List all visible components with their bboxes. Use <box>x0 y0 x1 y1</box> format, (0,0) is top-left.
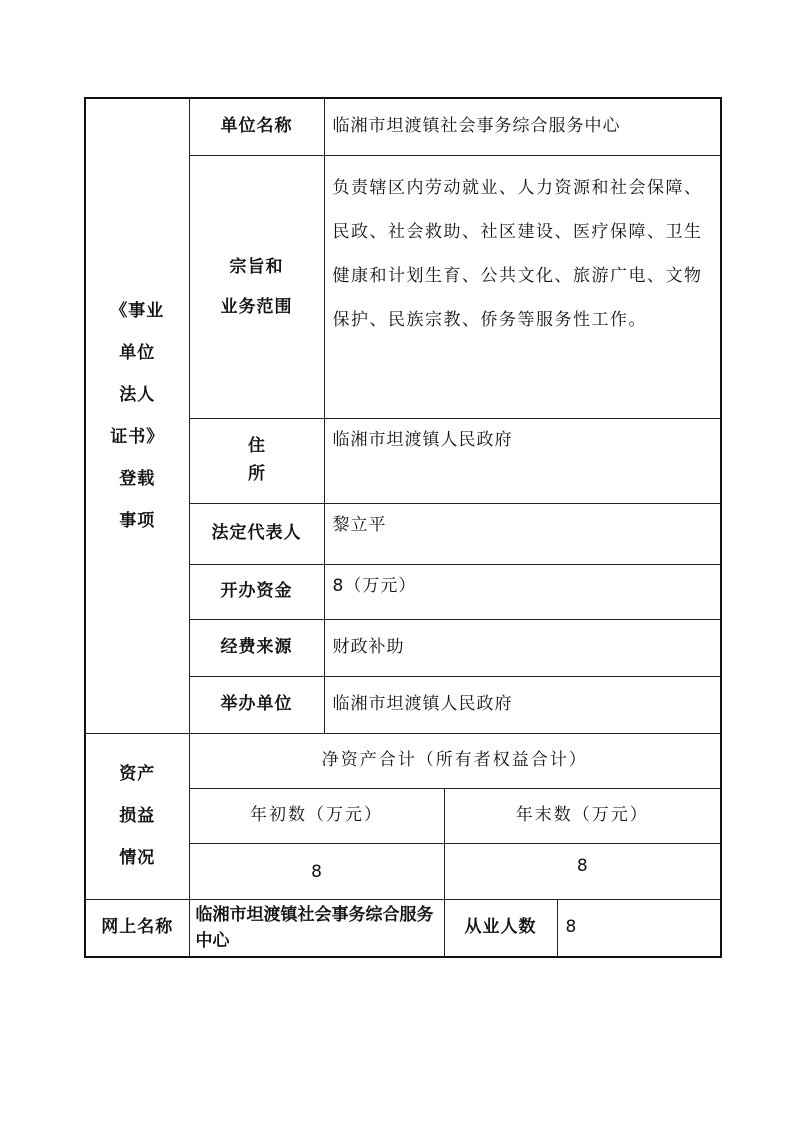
online-name-label: 网上名称 <box>85 899 189 957</box>
assets-title-line: 损益 <box>119 806 156 826</box>
legal-rep-label: 法定代表人 <box>189 503 324 564</box>
purpose-label <box>189 155 324 418</box>
purpose-label-line: 宗旨和 <box>229 256 284 277</box>
end-of-year-label: 年末数（万元） <box>444 788 721 843</box>
certificate-title-line: 单位 <box>119 342 156 363</box>
sponsor-label: 举办单位 <box>189 676 324 733</box>
begin-of-year-label: 年初数（万元） <box>189 788 444 843</box>
online-name-row <box>85 899 721 957</box>
purpose-value: 负责辖区内劳动就业、人力资源和社会保障、民政、社会救助、社区建设、医疗保障、卫生健康和计划生育、公共文化、旅游广电、文物保护、民族宗教、侨务等服务性工作。 <box>324 155 721 418</box>
certificate-title-line: 《事业 <box>110 300 165 321</box>
capital-value: 8（万元） <box>324 564 721 619</box>
registration-table <box>84 97 722 958</box>
unit-name-row <box>85 98 721 155</box>
certificate-title-line: 事项 <box>119 510 156 531</box>
assets-title-line: 资产 <box>119 764 156 784</box>
assets-section-title <box>85 733 189 899</box>
net-assets-row <box>85 733 721 788</box>
employees-label: 从业人数 <box>444 899 557 957</box>
begin-of-year-value: 8 <box>189 843 444 899</box>
certificate-title-line: 证书》 <box>110 426 165 447</box>
funding-value: 财政补助 <box>324 619 721 676</box>
certificate-title-line: 登载 <box>119 468 156 489</box>
sponsor-value: 临湘市坦渡镇人民政府 <box>324 676 721 733</box>
address-label: 住所 <box>189 418 324 503</box>
registration-document <box>84 97 722 958</box>
unit-name-value: 临湘市坦渡镇社会事务综合服务中心 <box>324 98 721 155</box>
unit-name-label: 单位名称 <box>189 98 324 155</box>
net-assets-label: 净资产合计（所有者权益合计） <box>189 733 721 788</box>
end-of-year-value: 8 <box>444 843 721 899</box>
funding-label: 经费来源 <box>189 619 324 676</box>
online-name-value: 临湘市坦渡镇社会事务综合服务中心 <box>189 899 444 957</box>
address-value: 临湘市坦渡镇人民政府 <box>324 418 721 503</box>
assets-title-line: 情况 <box>119 848 156 868</box>
certificate-section-title <box>85 98 189 733</box>
capital-label: 开办资金 <box>189 564 324 619</box>
purpose-label-line: 业务范围 <box>220 296 293 317</box>
employees-value: 8 <box>557 899 721 957</box>
certificate-title-line: 法人 <box>119 384 156 405</box>
legal-rep-value: 黎立平 <box>324 503 721 564</box>
